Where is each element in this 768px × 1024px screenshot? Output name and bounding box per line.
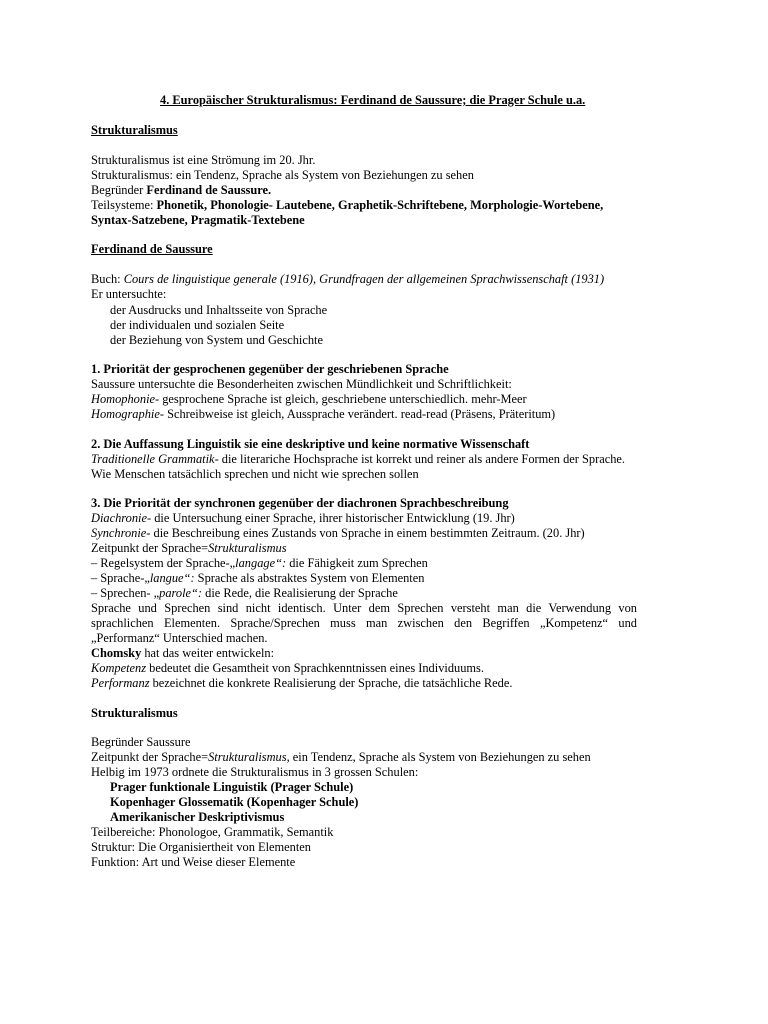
text-line: Struktur: Die Organisiertheit von Elementen bbox=[91, 840, 312, 854]
subheading: 1. Priorität der gesprochenen gegenüber der geschriebenen Sprache bbox=[91, 362, 449, 376]
list-item: Amerikanischer Deskriptivismus bbox=[110, 810, 285, 824]
text-line: Saussure untersuchte die Besonderheiten zwischen Mündlichkeit und Schriftlichkeit: bbox=[91, 377, 512, 391]
text-span-italic: Homographie bbox=[91, 407, 160, 421]
text-line: Syntax-Satzebene, Pragmatik-Textebene bbox=[91, 213, 305, 227]
text-span-italic: parole“: bbox=[159, 586, 203, 600]
text-span: - die literariche Hochsprache ist korrekt und reiner als andere Formen der Sprache. bbox=[214, 452, 626, 466]
text-line: Sprache und Sprechen sind nicht identisch. Unter dem Sprechen versteht man die Verwendung von bbox=[91, 601, 637, 615]
text-span-italic: Strukturalismus bbox=[208, 541, 287, 555]
text-span-italic: Homophonie bbox=[91, 392, 156, 406]
text-span: bedeutet die Gesamtheit von Sprachkenntnissen eines Individuums. bbox=[146, 661, 484, 675]
text-line: Strukturalismus ist eine Strömung im 20. Jhr. bbox=[91, 153, 316, 167]
text-line bbox=[91, 183, 271, 198]
section-heading-strukturalismus: Strukturalismus bbox=[91, 123, 178, 137]
list-item: der Ausdrucks und Inhaltsseite von Sprache bbox=[110, 303, 328, 317]
text-span-bold: Ferdinand de Saussure. bbox=[146, 183, 272, 197]
text-line bbox=[91, 198, 603, 213]
text-line bbox=[91, 452, 625, 467]
text-line: sprachlichen Elementen. Sprache/Sprechen muss man zwischen den Begriffen „Kompetenz“ und bbox=[91, 616, 637, 630]
list-item: Kopenhager Glossematik (Kopenhager Schule) bbox=[110, 795, 359, 809]
text-span: , ein Tendenz, Sprache als System von Beziehungen zu sehen bbox=[286, 750, 591, 764]
text-span: Begründer bbox=[91, 183, 147, 197]
text-span: die Rede, die Realisierung der Sprache bbox=[202, 586, 398, 600]
text-line bbox=[91, 586, 398, 601]
section-heading-saussure: Ferdinand de Saussure bbox=[91, 242, 213, 256]
text-span: Zeitpunkt der Sprache= bbox=[91, 750, 209, 764]
text-span: - gesprochene Sprache ist gleich, geschriebene unterschiedlich. mehr-Meer bbox=[155, 392, 527, 406]
text-span-italic: langage“: bbox=[235, 556, 287, 570]
subheading: 3. Die Priorität der synchronen gegenüber der diachronen Sprachbeschreibung bbox=[91, 496, 509, 510]
text-span: – Sprache-„ bbox=[91, 571, 150, 585]
text-span-italic: Performanz bbox=[91, 676, 150, 690]
text-line bbox=[91, 661, 484, 676]
text-line: Helbig im 1973 ordnete die Strukturalismus in 3 grossen Schulen: bbox=[91, 765, 419, 779]
text-span: hat das weiter entwickeln: bbox=[141, 646, 275, 660]
section-heading-strukturalismus-2: Strukturalismus bbox=[91, 706, 178, 720]
text-span-italic: Strukturalismus bbox=[208, 750, 287, 764]
text-span-italic: Synchronie bbox=[91, 526, 147, 540]
text-line bbox=[91, 676, 512, 691]
text-line bbox=[91, 571, 424, 586]
text-span: – Regelsystem der Sprache-„ bbox=[91, 556, 236, 570]
text-span: - die Beschreibung eines Zustands von Sprache in einem bestimmten Zeitraum. (20. Jhr) bbox=[146, 526, 585, 540]
text-span: Buch: bbox=[91, 272, 124, 286]
text-span: Teilsysteme: bbox=[91, 198, 157, 212]
text-span: - die Untersuchung einer Sprache, ihrer historischer Entwicklung (19. Jhr) bbox=[146, 511, 515, 525]
text-line bbox=[91, 272, 604, 287]
text-line: Strukturalismus: ein Tendenz, Sprache als System von Beziehungen zu sehen bbox=[91, 168, 474, 182]
text-span-italic: langue“: bbox=[149, 571, 195, 585]
text-span-italic: Cours de linguistique generale (1916), Grundfragen der allgemeinen Sprachwissenschaft (1931) bbox=[123, 272, 605, 286]
text-span-bold: Phonetik, Phonologie- Lautebene, Graphetik-Schriftebene, Morphologie-Wortebene, bbox=[156, 198, 604, 212]
text-line bbox=[91, 392, 527, 407]
text-span: bezeichnet die konkrete Realisierung der Sprache, die tatsächliche Rede. bbox=[149, 676, 513, 690]
text-line bbox=[91, 556, 428, 571]
text-span-italic: Traditionelle Grammatik bbox=[91, 452, 215, 466]
text-line bbox=[91, 541, 287, 556]
text-span-italic: Diachronie bbox=[91, 511, 147, 525]
text-line bbox=[91, 511, 515, 526]
text-line bbox=[91, 646, 274, 661]
text-line bbox=[91, 407, 555, 422]
text-span-bold: Chomsky bbox=[91, 646, 142, 660]
subheading: 2. Die Auffassung Linguistik sie eine deskriptive und keine normative Wissenschaft bbox=[91, 437, 530, 451]
text-span: Sprache als abstraktes System von Elementen bbox=[194, 571, 425, 585]
text-span: Zeitpunkt der Sprache= bbox=[91, 541, 209, 555]
document-title: 4. Europäischer Strukturalismus: Ferdinand de Saussure; die Prager Schule u.a. bbox=[160, 93, 586, 107]
text-line bbox=[91, 526, 585, 541]
text-span: die Fähigkeit zum Sprechen bbox=[286, 556, 428, 570]
list-item: der individualen und sozialen Seite bbox=[110, 318, 285, 332]
text-line: Wie Menschen tatsächlich sprechen und nicht wie sprechen sollen bbox=[91, 467, 419, 481]
text-line: „Performanz“ Unterschied machen. bbox=[91, 631, 268, 645]
text-line: Teilbereiche: Phonologoe, Grammatik, Semantik bbox=[91, 825, 334, 839]
list-item: Prager funktionale Linguistik (Prager Schule) bbox=[110, 780, 354, 794]
text-line: Funktion: Art und Weise dieser Elemente bbox=[91, 855, 296, 869]
text-line: Er untersuchte: bbox=[91, 287, 167, 301]
text-line: Begründer Saussure bbox=[91, 735, 191, 749]
text-span: - Schreibweise ist gleich, Aussprache verändert. read-read (Präsens, Präteritum) bbox=[159, 407, 556, 421]
list-item: der Beziehung von System und Geschichte bbox=[110, 333, 324, 347]
text-span-italic: Kompetenz bbox=[91, 661, 147, 675]
text-span: – Sprechen- „ bbox=[91, 586, 160, 600]
text-line bbox=[91, 750, 591, 765]
